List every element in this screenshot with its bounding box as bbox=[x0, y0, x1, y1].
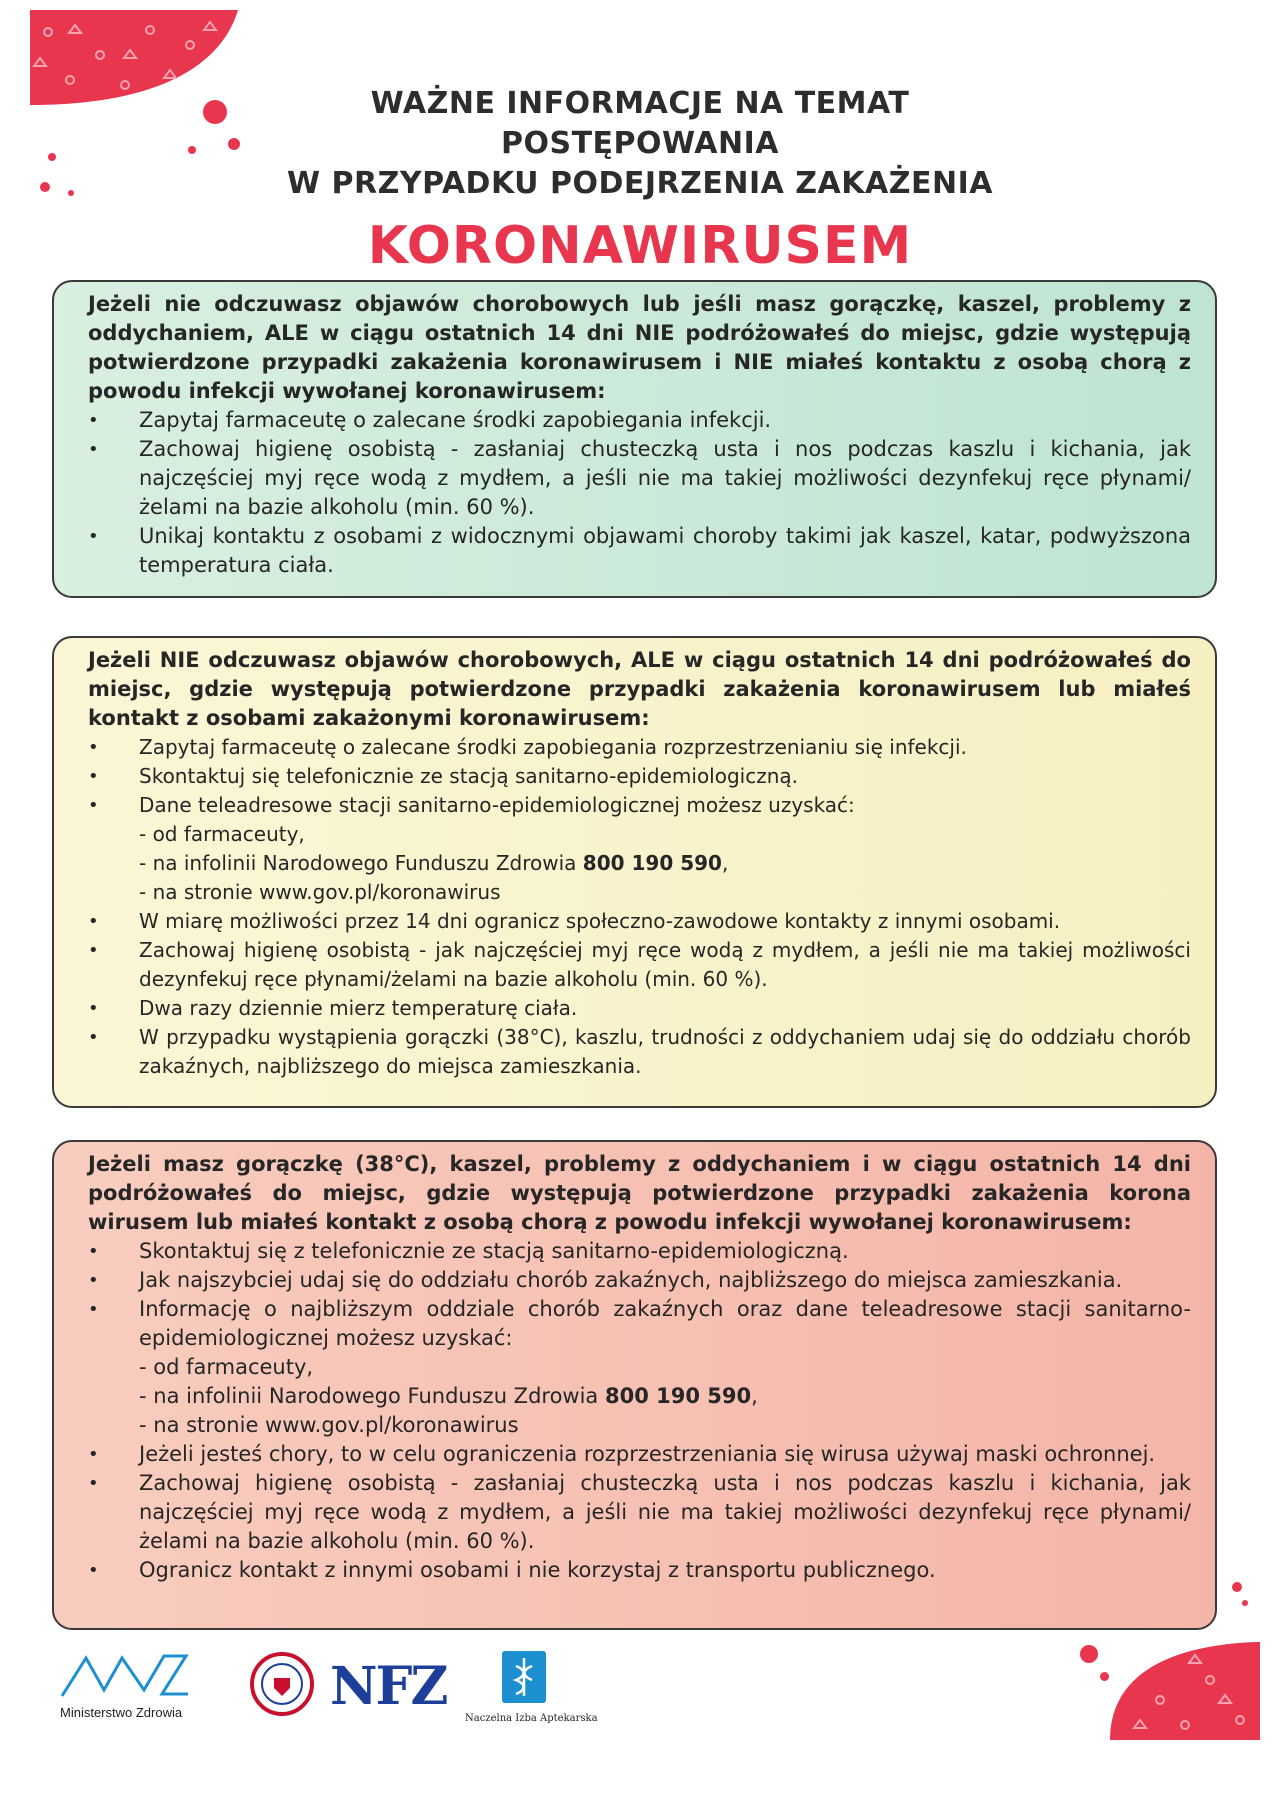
list-item: • Unikaj kontaktu z osobami z widocznymi objawami choroby takimi jak kaszel, katar, podwyższona temperatura ciała. bbox=[88, 522, 1191, 580]
list-item: • W przypadku wystąpienia gorączki (38°C), kaszlu, trudności z oddychaniem udaj się do oddziału chorób zakaźnych, najbliższego do miejsca zamieszkania. bbox=[88, 1023, 1191, 1081]
list-item-text: Dane teleadresowe stacji sanitarno-epidemiologicznej możesz uzyskać: bbox=[139, 793, 855, 817]
source-website: - na stronie www.gov.pl/koronawirus bbox=[139, 880, 501, 904]
title-line-2: W PRZYPADKU PODEJRZENIA ZAKAŻENIA bbox=[287, 166, 993, 201]
list-item-text: Informację o najbliższym oddziale chorób zakaźnych oraz dane teleadresowe stacji sanitarno-epidemiologicznej możesz uzyskać: bbox=[139, 1297, 1191, 1350]
hotline-comma: , bbox=[751, 1384, 758, 1408]
decorative-dot bbox=[1100, 1672, 1109, 1681]
list-item: • Zapytaj farmaceutę o zalecane środki zapobiegania infekcji. bbox=[88, 406, 1191, 435]
corner-decoration-top-left bbox=[30, 10, 240, 115]
ministry-label: Ministerstwo Zdrowia bbox=[60, 1705, 183, 1720]
source-pharmacist: - od farmaceuty, bbox=[139, 822, 305, 846]
box-heading: Jeżeli masz gorączkę (38°C), kaszel, problemy z oddychaniem i w ciągu ostatnich 14 dni podróżowałeś do miejsc, gdzie występują potwierdzone przypadki zakażenia korona wirusem lub miałeś kontakt z osobą chorą z powodu infekcji wywołanej koronawirusem: bbox=[88, 1152, 1191, 1234]
nfz-text: NFZ bbox=[330, 1656, 447, 1717]
advice-list bbox=[88, 733, 1191, 1081]
list-item: • Skontaktuj się z telefonicznie ze stacją sanitarno-epidemiologiczną. bbox=[88, 1237, 1191, 1266]
list-item: • Zapytaj farmaceutę o zalecane środki zapobiegania rozprzestrzenianiu się infekcji. bbox=[88, 733, 1191, 762]
ministry-of-health-logo bbox=[60, 1650, 200, 1720]
partner-logos bbox=[60, 1650, 1060, 1770]
list-item: • Zachowaj higienę osobistą - jak najczęściej myj ręce wodą z mydłem, a jeśli nie ma takiej możliwości dezynfekuj ręce płynami/żelami na bazie alkoholu (min. 60 %). bbox=[88, 936, 1191, 994]
pharmacy-chamber-logo bbox=[465, 1650, 598, 1724]
title-line-1: WAŻNE INFORMACJE NA TEMAT POSTĘPOWANIA bbox=[370, 86, 910, 161]
hotline-text: - na infolinii Narodowego Funduszu Zdrowia bbox=[139, 851, 583, 875]
page-title bbox=[240, 84, 1040, 280]
nfz-logo bbox=[330, 1656, 446, 1717]
decorative-dot bbox=[40, 182, 50, 192]
list-item: • Zachowaj higienę osobistą - zasłaniaj chusteczką usta i nos podczas kaszlu i kichania, jak najczęściej myj ręce wodą z mydłem, a jeśli nie ma takiej możliwości dezynfekuj ręce płynami/żelami na bazie alkoholu (min. 60 %). bbox=[88, 435, 1191, 522]
list-item: • Jak najszybciej udaj się do oddziału chorób zakaźnych, najbliższego do miejsca zamieszkania. bbox=[88, 1266, 1191, 1295]
decorative-dot bbox=[1080, 1645, 1098, 1663]
decorative-dot bbox=[1232, 1582, 1242, 1592]
hotline-text: - na infolinii Narodowego Funduszu Zdrowia bbox=[139, 1384, 605, 1408]
decorative-dot bbox=[48, 153, 56, 161]
info-box-symptoms-and-travel bbox=[52, 1140, 1217, 1630]
source-pharmacist: - od farmaceuty, bbox=[139, 1355, 314, 1379]
decorative-dot bbox=[68, 190, 74, 196]
list-item: • W miarę możliwości przez 14 dni ogranicz społeczno-zawodowe kontakty z innymi osobami. bbox=[88, 907, 1191, 936]
caduceus-icon bbox=[501, 1650, 547, 1704]
info-box-no-risk bbox=[52, 280, 1217, 598]
list-item: • Ogranicz kontakt z innymi osobami i nie korzystaj z transportu publicznego. bbox=[88, 1556, 1191, 1585]
source-website: - na stronie www.gov.pl/koronawirus bbox=[139, 1413, 519, 1437]
source-hotline bbox=[139, 849, 1191, 878]
advice-list bbox=[88, 406, 1191, 580]
list-item: • Skontaktuj się telefonicznie ze stacją sanitarno-epidemiologiczną. bbox=[88, 762, 1191, 791]
hotline-number: 800 190 590 bbox=[582, 851, 722, 875]
advice-list bbox=[88, 1237, 1191, 1585]
decorative-dot bbox=[203, 100, 227, 124]
info-box-travel-no-symptoms bbox=[52, 636, 1217, 1108]
box-heading: Jeżeli NIE odczuwasz objawów chorobowych, ALE w ciągu ostatnich 14 dni podróżowałeś do miejsc, gdzie występują potwierdzone przypadki zakażenia koronawirusem lub miałeś kontakt z osobami zakażonymi koronawirusem: bbox=[88, 648, 1191, 730]
title-main: KORONAWIRUSEM bbox=[367, 216, 913, 276]
pharmacy-chamber-label: Naczelna Izba Aptekarska bbox=[465, 1713, 598, 1724]
hotline-comma: , bbox=[721, 851, 729, 875]
decorative-dot bbox=[188, 146, 196, 154]
list-item bbox=[88, 791, 1191, 907]
corner-decoration-bottom-right bbox=[1100, 1640, 1260, 1745]
list-item: • Jeżeli jesteś chory, to w celu ograniczenia rozprzestrzeniania się wirusa używaj maski ochronnej. bbox=[88, 1440, 1191, 1469]
mz-zigzag-icon bbox=[60, 1650, 190, 1700]
box-heading: Jeżeli nie odczuwasz objawów chorobowych lub jeśli masz gorączkę, kaszel, problemy z oddychaniem, ALE w ciągu ostatnich 14 dni NIE podróżowałeś do miejsc, gdzie występują potwierdzone przypadki zakażenia koronawirusem i NIE miałeś kontaktu z osobą chorą z powodu infekcji wywołanej koronawirusem: bbox=[88, 292, 1191, 403]
list-item: • Dwa razy dziennie mierz temperaturę ciała. bbox=[88, 994, 1191, 1023]
decorative-dot bbox=[228, 138, 240, 150]
source-hotline bbox=[139, 1382, 1191, 1411]
list-item: • Zachowaj higienę osobistą - zasłaniaj chusteczką usta i nos podczas kaszlu i kichania, jak najczęściej myj ręce wodą z mydłem, a jeśli nie ma takiej możliwości dezynfekuj ręce płynami/żelami na bazie alkoholu (min. 60 %). bbox=[88, 1469, 1191, 1556]
decorative-dot bbox=[1242, 1600, 1248, 1606]
hotline-number: 800 190 590 bbox=[604, 1384, 752, 1408]
sanitary-inspection-seal bbox=[250, 1652, 314, 1721]
list-item bbox=[88, 1295, 1191, 1440]
